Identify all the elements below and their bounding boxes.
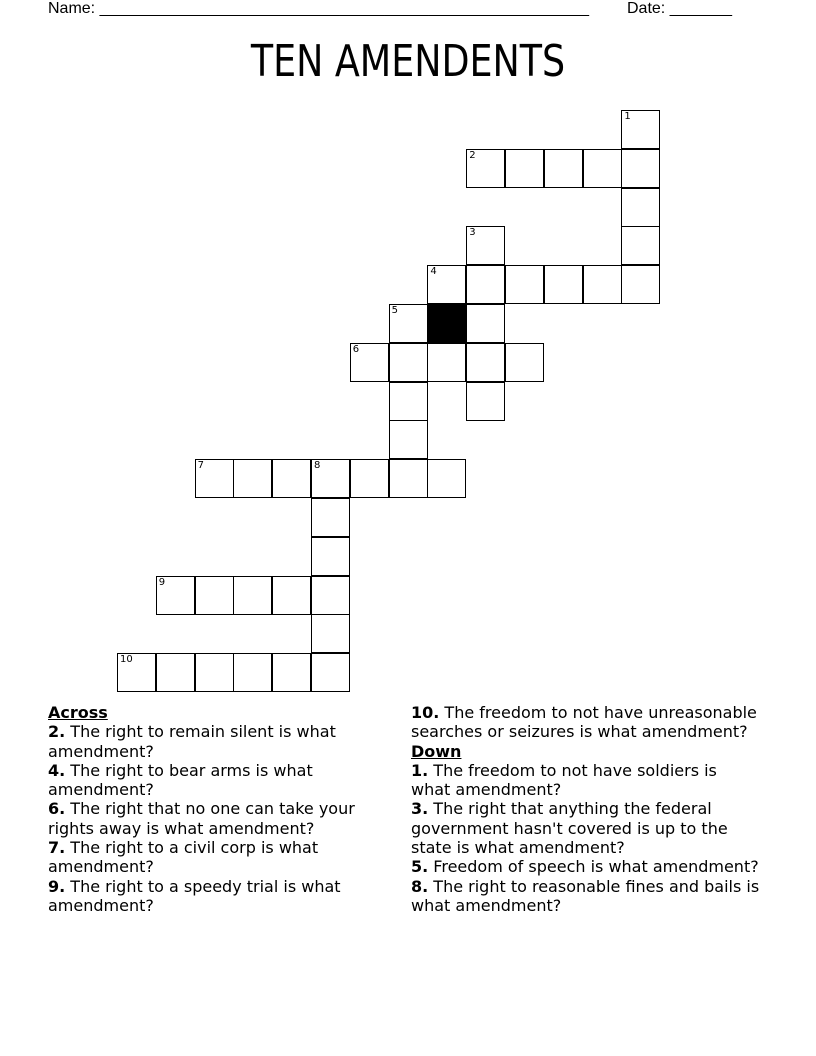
crossword-cell[interactable] <box>156 576 195 615</box>
crossword-cell[interactable] <box>621 265 660 304</box>
clues-left-column <box>48 703 393 915</box>
crossword-cell[interactable] <box>389 304 428 343</box>
clue-across-6: 6. The right that no one can take your rights away is what amendment? <box>48 799 355 838</box>
date-field[interactable]: Date: _______ <box>627 0 732 17</box>
crossword-cell[interactable] <box>350 459 389 498</box>
crossword-cell[interactable] <box>466 343 505 382</box>
crossword-cell[interactable] <box>272 576 311 615</box>
crossword-cell[interactable] <box>311 498 350 537</box>
clue-down-5: 5. Freedom of speech is what amendment? <box>411 857 759 877</box>
clue-number: 7 <box>197 460 204 472</box>
name-field[interactable]: Name: _______________________________________________________ <box>48 0 589 17</box>
clues-right-column <box>411 703 761 915</box>
crossword-cell[interactable] <box>389 343 428 382</box>
crossword-cell[interactable] <box>272 653 311 692</box>
crossword-cell[interactable] <box>621 110 660 149</box>
crossword-cell[interactable] <box>272 459 311 498</box>
clue-across-2: 2. The right to remain silent is what amendment? <box>48 722 336 761</box>
across-heading: Across <box>48 703 108 722</box>
crossword-cell[interactable] <box>621 226 660 265</box>
clue-number: 6 <box>352 343 360 355</box>
crossword-cell[interactable] <box>389 459 428 498</box>
clue-number: 4 <box>430 266 437 278</box>
crossword-cell[interactable] <box>466 382 505 421</box>
crossword-cell[interactable] <box>466 226 505 265</box>
clue-number: 5 <box>391 305 398 316</box>
crossword-cell[interactable] <box>233 576 272 615</box>
crossword-cell[interactable] <box>505 265 544 304</box>
clue-number: 8 <box>314 460 321 472</box>
clue-number: 3 <box>469 227 476 239</box>
crossword-cell[interactable] <box>311 576 350 615</box>
crossword-cell[interactable] <box>233 459 272 498</box>
crossword-cell[interactable] <box>389 382 428 421</box>
crossword-cell[interactable] <box>427 459 466 498</box>
page-title: TEN AMENDENTS <box>250 36 566 87</box>
clue-across-4: 4. The right to bear arms is what amendment? <box>48 760 313 800</box>
clue-across-9: 9. The right to a speedy trial is what amendment? <box>48 876 341 915</box>
crossword-cell[interactable] <box>621 188 660 227</box>
clue-down-1: 1. The freedom to not have soldiers is what amendment? <box>411 760 717 800</box>
crossword-cell[interactable] <box>544 265 583 304</box>
crossword-cell[interactable] <box>311 459 350 498</box>
crossword-cell[interactable] <box>311 614 350 653</box>
crossword-cell[interactable] <box>505 343 544 382</box>
crossword-cell[interactable] <box>195 653 234 692</box>
crossword-cell[interactable] <box>195 576 234 615</box>
crossword-cell[interactable] <box>156 653 195 692</box>
crossword-cell[interactable] <box>466 304 505 343</box>
crossword-cell[interactable] <box>505 149 544 188</box>
crossword-cell[interactable] <box>583 265 622 304</box>
crossword-cell[interactable] <box>427 265 466 304</box>
crossword-cell[interactable] <box>311 653 350 692</box>
clue-number: 10 <box>120 654 133 666</box>
crossword-cell[interactable] <box>311 537 350 576</box>
crossword-cell[interactable] <box>427 343 466 382</box>
crossword-cell[interactable] <box>389 420 428 459</box>
clue-across-10: 10. The freedom to not have unreasonable searches or seizures is what amendment? <box>411 703 757 742</box>
clue-number: 2 <box>469 149 476 161</box>
crossword-cell[interactable] <box>466 149 505 188</box>
crossword-cell[interactable] <box>350 343 389 382</box>
crossword-cell[interactable] <box>117 653 156 692</box>
crossword-cell[interactable] <box>195 459 234 498</box>
crossword-cell[interactable] <box>544 149 583 188</box>
down-heading: Down <box>411 741 462 761</box>
crossword-cell[interactable] <box>233 653 272 692</box>
clue-number: 9 <box>158 576 166 588</box>
clue-down-3: 3. The right that anything the federal government hasn't covered is up to the state is what amendment? <box>411 799 728 858</box>
clue-across-7: 7. The right to a civil corp is what amendment? <box>48 838 319 877</box>
crossword-block-cell <box>427 304 466 343</box>
crossword-cell[interactable] <box>466 265 505 304</box>
crossword-cell[interactable] <box>583 149 622 188</box>
clue-number: 1 <box>624 111 631 122</box>
crossword-cell[interactable] <box>621 149 660 188</box>
clue-down-8: 8. The right to reasonable fines and bails is what amendment? <box>411 876 760 915</box>
